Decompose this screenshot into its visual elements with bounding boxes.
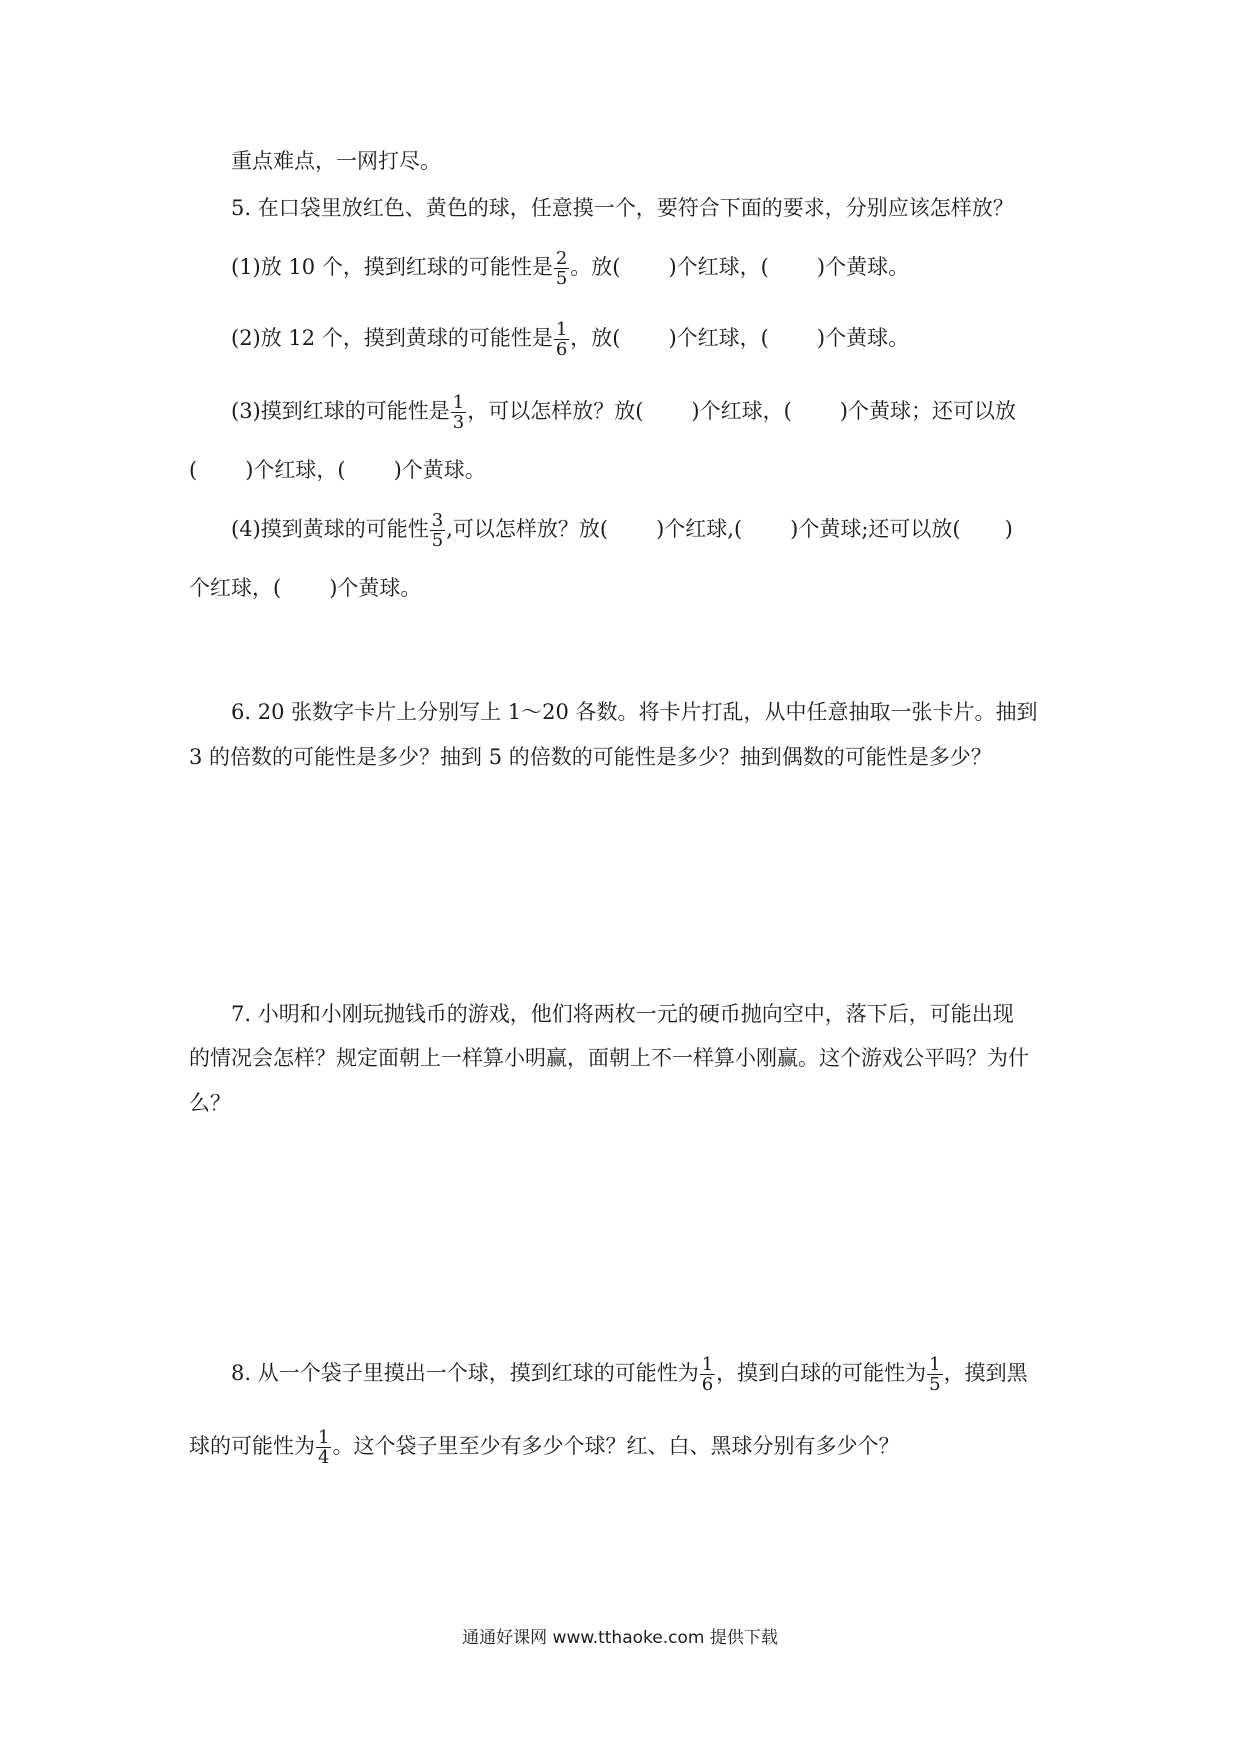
fraction-1-6 bbox=[700, 1355, 715, 1394]
q5-p3-text-c: )个红球，( bbox=[691, 399, 792, 423]
fraction-1-6 bbox=[554, 320, 569, 359]
q8-text-c: ，摸到黑 bbox=[943, 1361, 1028, 1385]
question-6-line-2: 3 的倍数的可能性是多少？抽到 5 的倍数的可能性是多少？抽到偶数的可能性是多少？ bbox=[189, 745, 992, 769]
question-8-line-1 bbox=[231, 1355, 1028, 1394]
fraction-numerator: 1 bbox=[929, 1354, 941, 1375]
q8-text-b: ，摸到白球的可能性为 bbox=[716, 1361, 927, 1385]
q5-p1-text-b: 。放( bbox=[570, 255, 621, 279]
page-footer: 通通好课网 www.tthaoke.com 提供下载 bbox=[462, 1628, 778, 1648]
q5-p4-text-b: ,可以怎样放？放( bbox=[446, 517, 609, 541]
question-5-part-2 bbox=[231, 320, 909, 359]
q5-p3-text-e: ( bbox=[189, 458, 198, 482]
q5-p1-text-a: (1)放 10 个，摸到红球的可能性是 bbox=[231, 255, 553, 279]
fraction-numerator: 1 bbox=[452, 392, 465, 413]
question-7-line-2: 的情况会怎样？规定面朝上一样算小明赢，面朝上不一样算小刚赢。这个游戏公平吗？为什 bbox=[189, 1046, 1029, 1070]
fraction-3-5 bbox=[430, 511, 445, 550]
q5-p3-text-g: )个黄球。 bbox=[393, 458, 486, 482]
question-7-line-3: 么？ bbox=[189, 1091, 231, 1115]
q8-text-e: 。这个袋子里至少有多少个球？红、白、黑球分别有多少个？ bbox=[332, 1434, 900, 1458]
fraction-denominator: 5 bbox=[555, 268, 568, 289]
q5-p3-text-d: )个黄球；还可以放 bbox=[839, 399, 1016, 423]
fraction-denominator: 4 bbox=[318, 1447, 330, 1468]
q5-p4-text-g: )个黄球。 bbox=[329, 576, 422, 600]
q5-p2-text-d: )个黄球。 bbox=[816, 326, 910, 350]
q5-p1-text-d: )个黄球。 bbox=[816, 255, 910, 279]
q5-p4-text-f: 个红球，( bbox=[189, 576, 282, 600]
fraction-numerator: 1 bbox=[701, 1354, 714, 1375]
q5-p2-text-b: ，放( bbox=[570, 326, 621, 350]
q5-p3-text-f: )个红球，( bbox=[245, 458, 346, 482]
fraction-numerator: 3 bbox=[431, 510, 444, 531]
fraction-1-3 bbox=[451, 393, 466, 432]
q5-p1-text-c: )个红球，( bbox=[668, 255, 769, 279]
q8-text-d: 球的可能性为 bbox=[189, 1434, 315, 1458]
fraction-denominator: 5 bbox=[431, 530, 444, 551]
fraction-denominator: 5 bbox=[929, 1374, 941, 1395]
question-7-line-1: 7. 小明和小刚玩抛钱币的游戏，他们将两枚一元的硬币抛向空中，落下后，可能出现 bbox=[231, 1002, 1014, 1026]
question-5-part-1 bbox=[231, 249, 909, 288]
fraction-1-5 bbox=[927, 1355, 942, 1394]
q8-text-a: 8. 从一个袋子里摸出一个球，摸到红球的可能性为 bbox=[231, 1361, 699, 1385]
q5-p4-text-d: )个黄球;还可以放( bbox=[790, 517, 961, 541]
question-5-part-4-cont bbox=[189, 573, 421, 603]
q5-p3-text-a: (3)摸到红球的可能性是 bbox=[231, 399, 450, 423]
q5-p3-text-b: ，可以怎样放？放( bbox=[467, 399, 644, 423]
fraction-denominator: 6 bbox=[701, 1374, 714, 1395]
fraction-denominator: 3 bbox=[452, 412, 465, 433]
q5-p4-text-c: )个红球,( bbox=[656, 517, 743, 541]
question-5-stem: 5. 在口袋里放红色、黄色的球，任意摸一个，要符合下面的要求，分别应该怎样放？ bbox=[231, 196, 1014, 220]
question-5-part-4 bbox=[231, 511, 1013, 550]
fraction-numerator: 1 bbox=[555, 319, 568, 340]
q5-p2-text-a: (2)放 12 个，摸到黄球的可能性是 bbox=[231, 326, 553, 350]
q5-p4-text-a: (4)摸到黄球的可能性 bbox=[231, 517, 429, 541]
fraction-1-4 bbox=[316, 1428, 331, 1467]
fraction-numerator: 2 bbox=[555, 248, 568, 269]
fraction-2-5 bbox=[554, 249, 569, 288]
question-5-part-3 bbox=[231, 393, 1016, 432]
fraction-denominator: 6 bbox=[555, 339, 568, 360]
question-5-part-3-cont bbox=[189, 455, 486, 485]
q5-p2-text-c: )个红球，( bbox=[668, 326, 769, 350]
q5-p4-text-e: ) bbox=[1004, 517, 1013, 541]
question-6-line-1: 6. 20 张数字卡片上分别写上 1～20 各数。将卡片打乱，从中任意抽取一张卡片。抽到 bbox=[231, 700, 1038, 724]
question-8-line-2 bbox=[189, 1428, 899, 1467]
intro-text: 重点难点，一网打尽。 bbox=[231, 149, 441, 173]
fraction-numerator: 1 bbox=[318, 1427, 330, 1448]
